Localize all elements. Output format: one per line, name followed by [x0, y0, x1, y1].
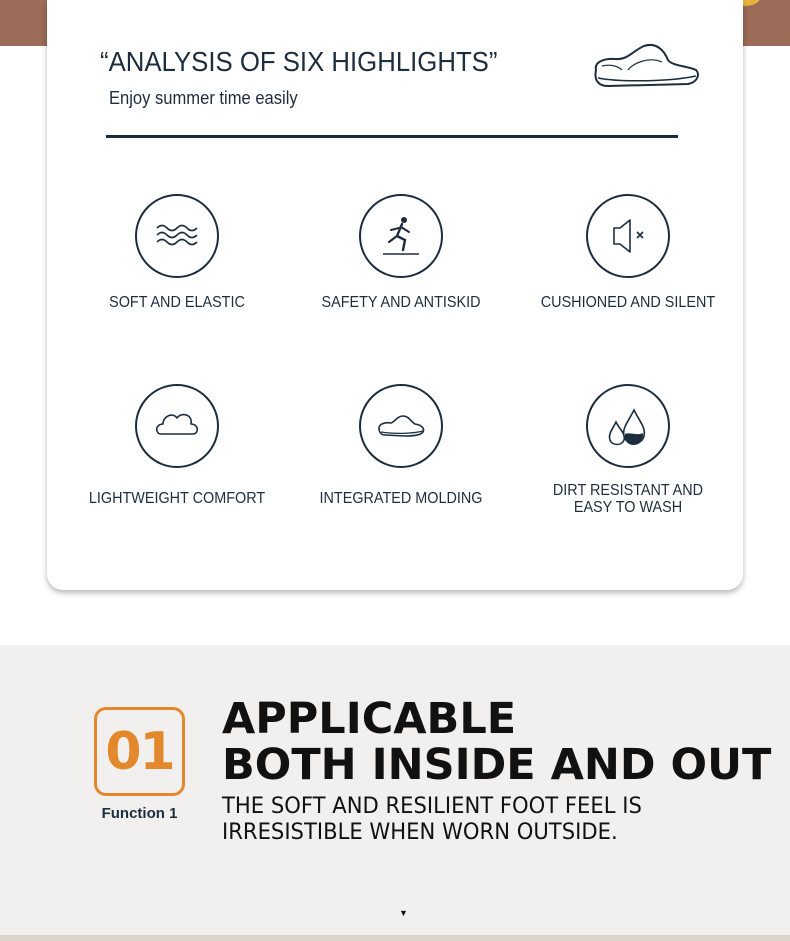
feature-safety-antiskid [291, 194, 511, 311]
function-number: 01 [105, 721, 174, 782]
function-description [222, 794, 642, 846]
function-desc-line2: IRRESISTIBLE WHEN WORN OUTSIDE. [222, 820, 618, 845]
feature-label-line1: DIRT RESISTANT AND [552, 482, 704, 499]
function-desc-line1: THE SOFT AND RESILIENT FOOT FEEL IS [222, 794, 642, 819]
feature-integrated-molding [291, 384, 511, 507]
function-number-badge [94, 707, 185, 796]
feature-label: CUSHIONED AND SILENT [540, 294, 716, 311]
feature-icon-ring [135, 194, 219, 278]
function-title-line1: APPLICABLE [222, 694, 517, 744]
highlights-title: “ANALYSIS OF SIX HIGHLIGHTS” [100, 46, 498, 77]
feature-icon-ring [359, 194, 443, 278]
feature-label: LIGHTWEIGHT COMFORT [88, 490, 266, 507]
function-title-line2: BOTH INSIDE AND OUT [222, 740, 772, 790]
feature-dirt-resistant [518, 384, 738, 516]
feature-label: SOFT AND ELASTIC [109, 294, 245, 311]
function-title [222, 696, 771, 788]
slipper-icon [375, 400, 427, 452]
speaker-muted-icon [602, 210, 654, 262]
slipping-person-icon [375, 210, 427, 262]
feature-icon-ring [135, 384, 219, 468]
waves-icon [151, 210, 203, 262]
bottom-strip [0, 935, 790, 941]
feature-cushioned-silent [518, 194, 738, 311]
slipper-outline-icon [588, 40, 702, 94]
feature-icon-ring [359, 384, 443, 468]
highlights-subtitle: Enjoy summer time easily [109, 88, 298, 108]
feature-label: SAFETY AND ANTISKID [321, 294, 481, 311]
feature-soft-elastic [67, 194, 287, 311]
down-arrow-icon: ▼ [399, 908, 408, 918]
water-drops-icon [602, 400, 654, 452]
function-label: Function 1 [101, 805, 178, 822]
title-divider [106, 135, 678, 138]
feature-lightweight-comfort [67, 384, 287, 507]
feature-label: INTEGRATED MOLDING [319, 490, 483, 507]
feature-label-line2: EASY TO WASH [573, 499, 683, 516]
feature-icon-ring [586, 194, 670, 278]
cloud-icon [151, 400, 203, 452]
feature-icon-ring [586, 384, 670, 468]
